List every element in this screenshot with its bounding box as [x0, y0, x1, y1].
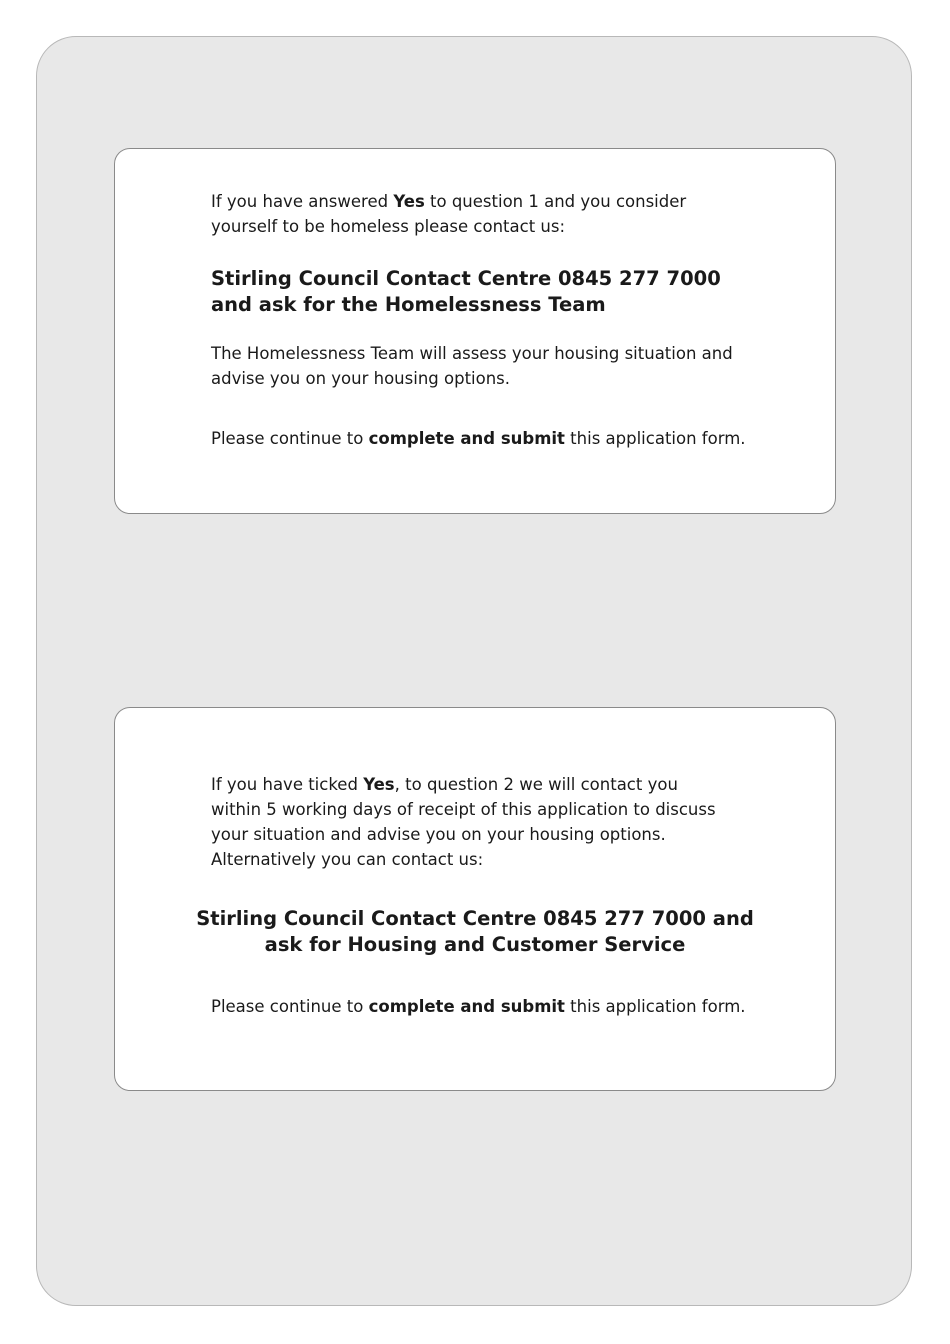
homelessness-contact-heading: Stirling Council Contact Centre 0845 277 7000 and ask for the Homelessness Team — [211, 267, 721, 316]
homelessness-team-text: The Homelessness Team will assess your housing situation and advise you on your housing options. — [211, 344, 733, 388]
continue-instruction: Please continue to complete and submit this application form. — [211, 429, 746, 448]
homeless-question-text: If you have answered Yes to question 1 and you consider yourself to be homeless please contact us: — [211, 192, 687, 236]
yes-emphasis: Yes — [363, 775, 395, 794]
homelessness-info-box — [114, 148, 836, 514]
complete-submit-emphasis: complete and submit — [368, 429, 565, 448]
housing-service-info-box — [114, 707, 836, 1091]
ticked-question-text: If you have ticked Yes, to question 2 we will contact you within 5 working days of receipt of this application to discuss your situation and advise you on your housing options. Alternatively you can contact us: — [211, 775, 716, 869]
yes-emphasis: Yes — [393, 192, 425, 211]
complete-submit-emphasis: complete and submit — [368, 997, 565, 1016]
continue-instruction: Please continue to complete and submit this application form. — [211, 997, 746, 1016]
housing-contact-heading: Stirling Council Contact Centre 0845 277 7000 and ask for Housing and Customer Service — [196, 907, 754, 956]
